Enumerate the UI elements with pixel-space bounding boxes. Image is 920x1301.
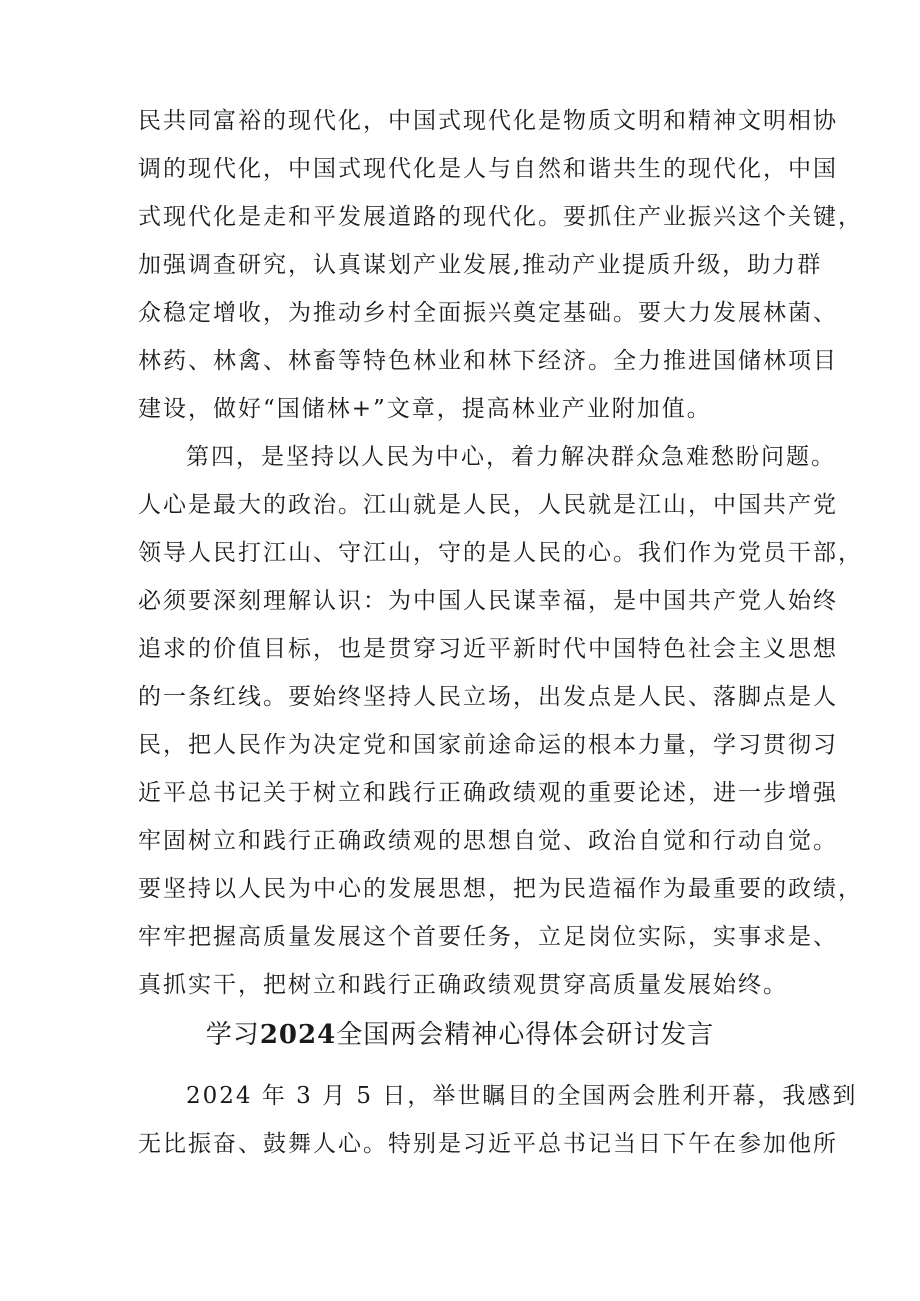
article-title	[0, 1018, 920, 1052]
text-line: 式现代化是走和平发展道路的现代化。要抓住产业振兴这个关键，	[138, 204, 863, 230]
text-line: 追求的价值目标，也是贯穿习近平新时代中国特色社会主义思想	[138, 636, 838, 662]
text-line: 林药、林禽、林畜等特色林业和林下经济。全力推进国储林项目	[138, 348, 838, 374]
text-line: 必须要深刻理解认识：为中国人民谋幸福，是中国共产党人始终	[138, 588, 838, 614]
text-line: 的一条红线。要始终坚持人民立场，出发点是人民、落脚点是人	[138, 684, 838, 710]
text-line: 要坚持以人民为中心的发展思想，把为民造福作为最重要的政绩，	[138, 876, 863, 902]
text-line: 牢牢把握高质量发展这个首要任务，立足岗位实际，实事求是、	[138, 924, 838, 950]
title-prefix: 学习	[205, 1020, 260, 1050]
title-year: 2024	[259, 1020, 337, 1050]
text-line: 建设，做好“国储林+”文章，提高林业产业附加值。	[138, 396, 712, 422]
title-suffix: 全国两会精神心得体会研讨发言	[336, 1020, 715, 1050]
text-line: 真抓实干，把树立和践行正确政绩观贯穿高质量发展始终。	[138, 972, 788, 998]
text-line: 民，把人民作为决定党和国家前途命运的根本力量，学习贯彻习	[138, 732, 838, 758]
text-line: 领导人民打江山、守江山，守的是人民的心。我们作为党员干部，	[138, 540, 863, 566]
text-line: 加强调查研究，认真谋划产业发展,推动产业提质升级，助力群	[138, 252, 823, 278]
text-line: 近平总书记关于树立和践行正确政绩观的重要论述，进一步增强	[138, 780, 838, 806]
text-line: 调的现代化，中国式现代化是人与自然和谐共生的现代化，中国	[138, 156, 838, 182]
text-line: 无比振奋、鼓舞人心。特别是习近平总书记当日下午在参加他所	[138, 1131, 838, 1157]
paragraph-first-line: 2024 年 3 月 5 日，举世瞩目的全国两会胜利开幕，我感到	[186, 1083, 858, 1109]
text-line: 众稳定增收，为推动乡村全面振兴奠定基础。要大力发展林菌、	[138, 300, 838, 326]
text-line: 人心是最大的政治。江山就是人民，人民就是江山，中国共产党	[138, 492, 838, 518]
paragraph-first-line: 第四，是坚持以人民为中心，着力解决群众急难愁盼问题。	[186, 444, 836, 470]
text-line: 民共同富裕的现代化，中国式现代化是物质文明和精神文明相协	[138, 108, 838, 134]
text-line: 牢固树立和践行正确政绩观的思想自觉、政治自觉和行动自觉。	[138, 828, 838, 854]
